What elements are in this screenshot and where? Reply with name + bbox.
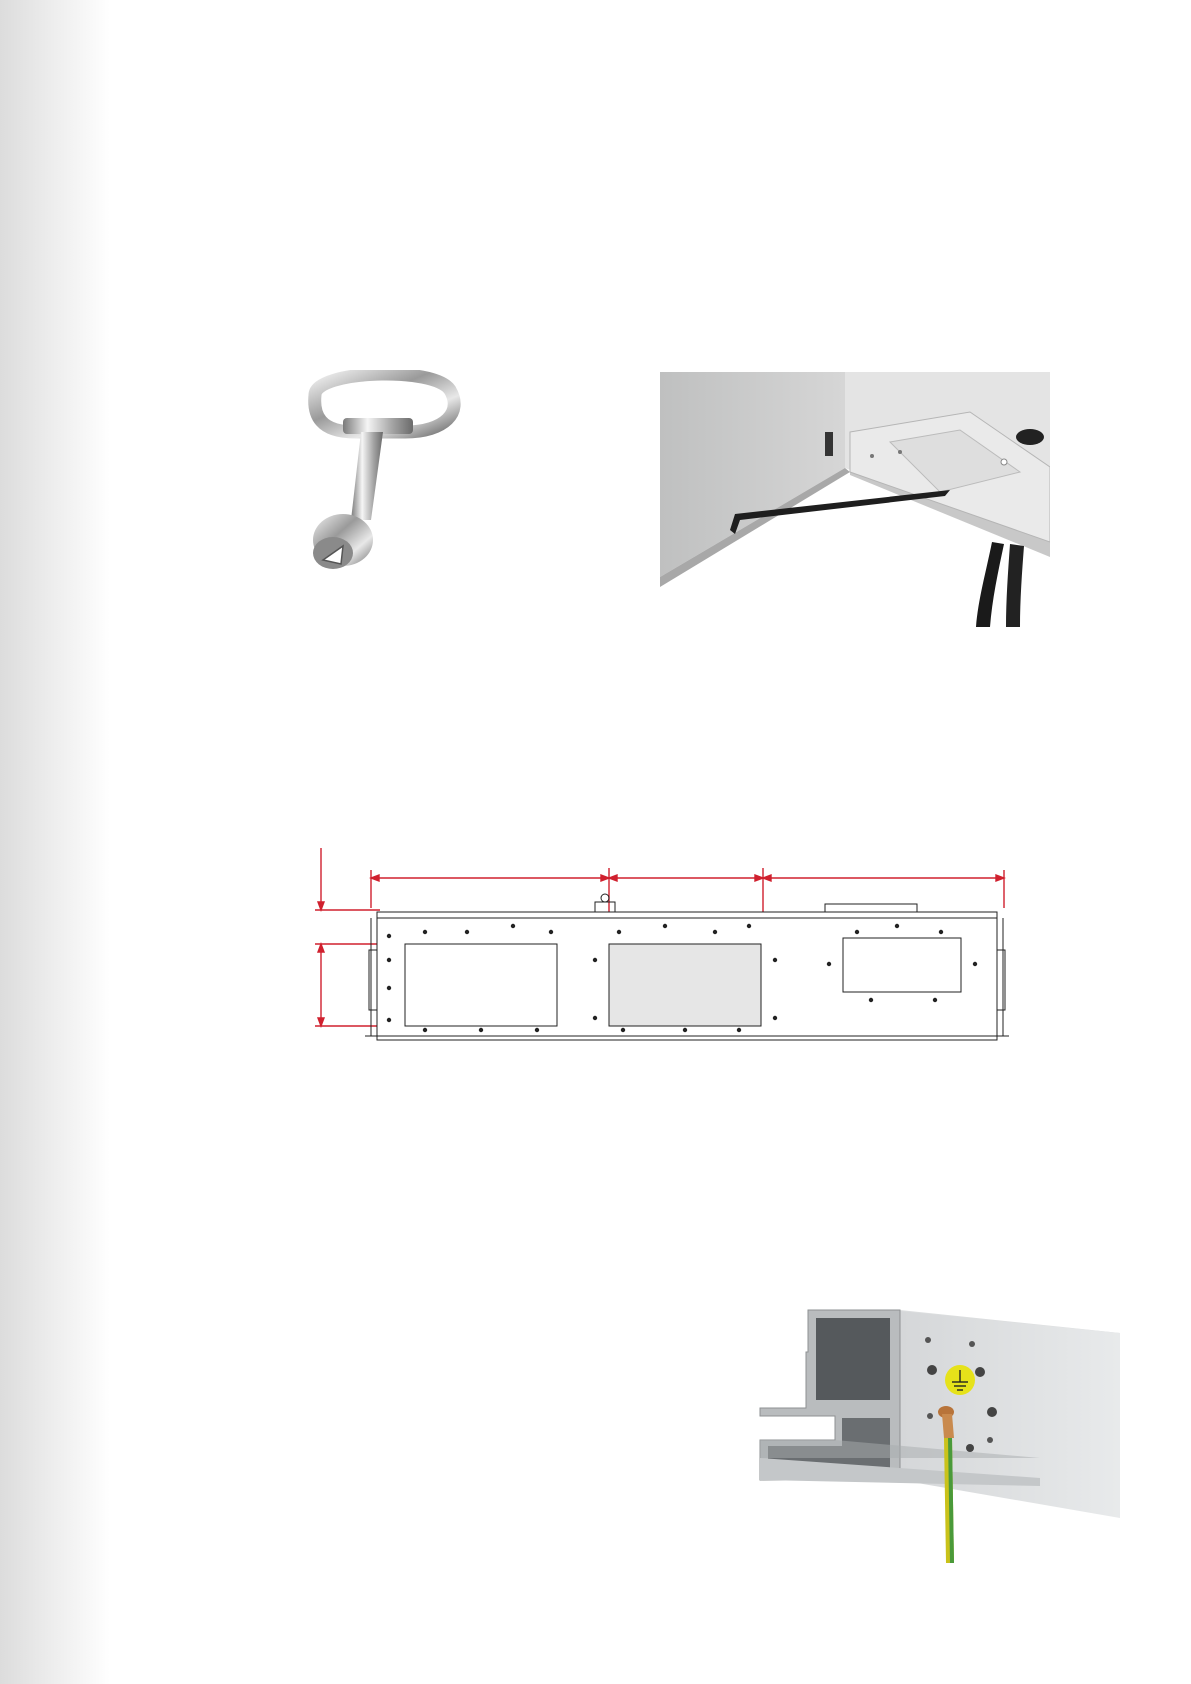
open-cabinet-icon bbox=[660, 372, 1050, 627]
triangle-key-icon bbox=[285, 370, 485, 595]
base-plate-drawing-icon bbox=[305, 840, 1010, 1055]
grounded-rail-icon bbox=[740, 1308, 1120, 1568]
page-edge-shadow bbox=[0, 0, 110, 1684]
